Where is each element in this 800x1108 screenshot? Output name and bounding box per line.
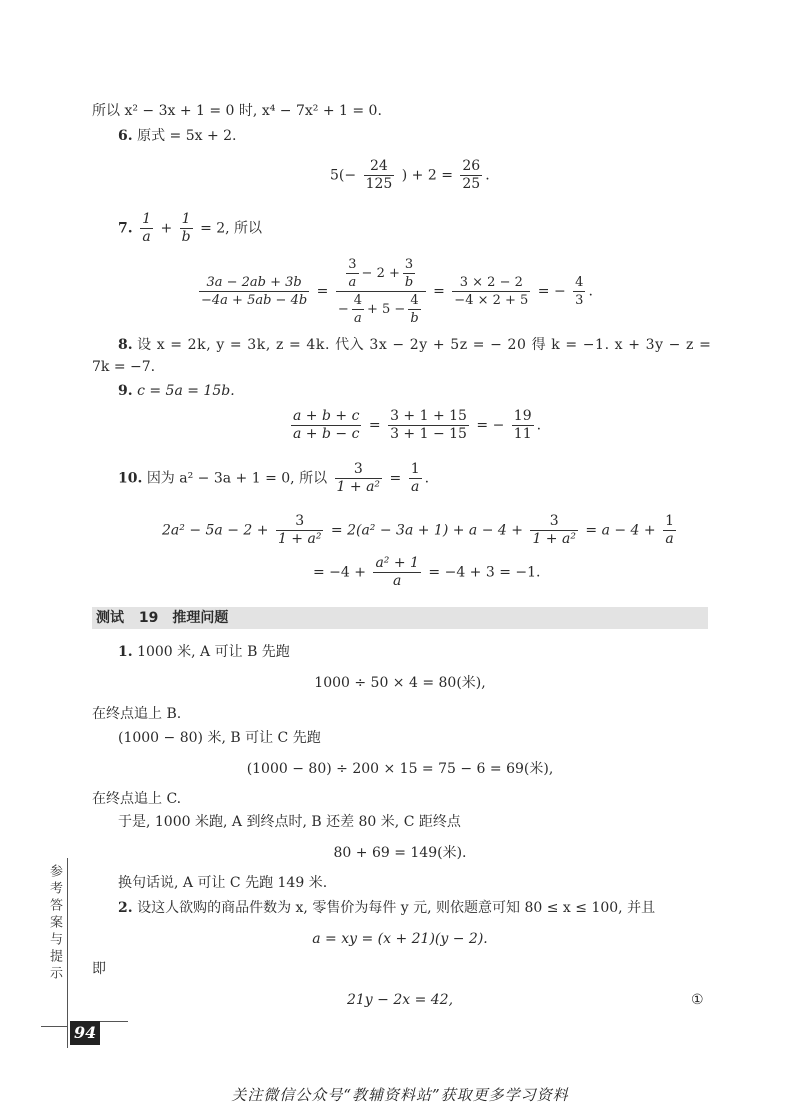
denominator: a bbox=[348, 275, 357, 290]
numerator: 4 bbox=[575, 275, 584, 290]
problem-7 bbox=[118, 211, 262, 246]
eq-part: = a − 4 + bbox=[585, 522, 656, 539]
eq-part: = bbox=[368, 417, 381, 434]
divider bbox=[100, 1021, 128, 1022]
equation: 21y − 2x = 42, bbox=[346, 992, 454, 1008]
fraction bbox=[452, 274, 530, 309]
denominator: a + b − c bbox=[293, 426, 360, 442]
eq-part: 2a² − 5a − 2 + bbox=[162, 522, 269, 539]
numerator: 24 bbox=[364, 158, 395, 176]
numerator: 3 × 2 − 2 bbox=[452, 274, 530, 292]
fraction bbox=[460, 158, 482, 193]
numerator: a + b + c bbox=[293, 408, 360, 424]
eq-part: = bbox=[316, 283, 329, 300]
fraction bbox=[408, 292, 420, 327]
numerator: 1 bbox=[180, 211, 193, 229]
fraction bbox=[403, 256, 415, 291]
problem-text: 1000 米, A 可让 B 先跑 bbox=[137, 644, 290, 660]
numerator: 3a − 2ab + 3b bbox=[199, 274, 309, 292]
numerator: 3 bbox=[403, 256, 415, 274]
page-number: 94 bbox=[74, 1023, 97, 1042]
problem-number: 8. bbox=[118, 337, 133, 353]
equation-10b bbox=[313, 555, 540, 590]
denominator: 3 + 1 − 15 bbox=[390, 426, 467, 442]
problem-number: 2. bbox=[118, 900, 133, 916]
fraction bbox=[512, 408, 534, 443]
numerator: 3 bbox=[530, 513, 578, 531]
denominator: −4 × 2 + 5 bbox=[454, 293, 529, 308]
fraction bbox=[352, 292, 364, 327]
problem-text: c = 5a = 15b. bbox=[137, 383, 235, 399]
equation: 1000 ÷ 50 × 4 = 80(米), bbox=[314, 675, 486, 691]
fraction bbox=[364, 158, 395, 193]
text-line: 于是, 1000 米跑, A 到终点时, B 还差 80 米, C 距终点 bbox=[118, 814, 461, 830]
eq-part: = bbox=[389, 470, 402, 487]
numerator: 3 bbox=[335, 461, 383, 479]
text-line: (1000 − 80) 米, B 可让 C 先跑 bbox=[118, 730, 321, 746]
numerator: 4 bbox=[408, 292, 420, 310]
eq-part: + 5 − bbox=[367, 302, 406, 317]
fraction bbox=[373, 555, 421, 590]
eq-part: ) + 2 = bbox=[401, 167, 453, 184]
equation: a = xy = (x + 21)(y − 2). bbox=[312, 931, 488, 947]
eq-part: = −4 + 3 = −1. bbox=[428, 564, 541, 581]
text-line: 在终点追上 C. bbox=[92, 791, 182, 807]
eq-part: . bbox=[485, 167, 490, 184]
numerator bbox=[336, 256, 426, 292]
divider bbox=[67, 858, 68, 1048]
numerator: 26 bbox=[462, 158, 481, 174]
text-line: 即 bbox=[92, 961, 106, 977]
eq-part: = − bbox=[476, 417, 505, 434]
eq-part: = − bbox=[537, 283, 566, 300]
problem-text: 设 x = 2k, y = 3k, z = 4k. 代入 3x − 2y + 5z = − 20 得 k = −1. x + 3y − z = bbox=[137, 337, 712, 353]
denominator: −4a + 5ab − 4b bbox=[201, 293, 308, 308]
denominator: b bbox=[181, 229, 191, 245]
fraction bbox=[291, 408, 361, 443]
eq-part: = 2, 所以 bbox=[200, 220, 263, 237]
eq-part: − bbox=[337, 302, 349, 317]
eq-part: + bbox=[160, 220, 173, 237]
equation-10a bbox=[162, 513, 679, 548]
eq-part: − 2 + bbox=[361, 266, 400, 281]
equation-7 bbox=[196, 256, 593, 327]
problem-number: 6. bbox=[118, 128, 133, 144]
section-title: 测试 19 推理问题 bbox=[96, 610, 229, 626]
fraction bbox=[140, 211, 153, 246]
question-2 bbox=[118, 899, 655, 917]
text-line: 换句话说, A 可让 C 先跑 149 米. bbox=[118, 875, 328, 891]
denominator: 11 bbox=[513, 426, 532, 442]
eq-part: = 2(a² − 3a + 1) + a − 4 + bbox=[330, 522, 523, 539]
denominator: b bbox=[410, 311, 419, 326]
problem-number: 10. bbox=[118, 470, 143, 487]
problem-number: 1. bbox=[118, 644, 133, 660]
fraction bbox=[388, 408, 469, 443]
eq-part: = bbox=[433, 283, 445, 300]
eq-part: = −4 + bbox=[313, 564, 366, 581]
problem-text: 设这人欲购的商品件数为 x, 零售价为每件 y 元, 则依题意可知 80 ≤ x ≤ 100, 并且 bbox=[137, 900, 656, 916]
problem-6 bbox=[118, 127, 237, 145]
compound-fraction bbox=[336, 256, 426, 327]
denominator: a bbox=[142, 229, 151, 245]
fraction bbox=[663, 513, 676, 548]
problem-8 bbox=[118, 336, 711, 354]
denominator: a bbox=[393, 573, 402, 589]
numerator: 3 + 1 + 15 bbox=[390, 408, 467, 424]
fraction bbox=[346, 256, 358, 291]
text-line: 所以 x² − 3x + 1 = 0 时, x⁴ − 7x² + 1 = 0. bbox=[92, 103, 382, 119]
question-1 bbox=[118, 643, 290, 661]
equation-marker: ① bbox=[691, 992, 704, 1008]
denominator bbox=[336, 292, 426, 327]
problem-text: 因为 a² − 3a + 1 = 0, 所以 bbox=[146, 470, 328, 487]
eq-part: . bbox=[536, 417, 542, 434]
denominator: 3 bbox=[575, 293, 584, 308]
numerator: 3 bbox=[348, 257, 357, 272]
numerator: 1 bbox=[410, 461, 420, 477]
equation: 80 + 69 = 149(米). bbox=[333, 845, 467, 861]
equation: (1000 − 80) ÷ 200 × 15 = 75 − 6 = 69(米), bbox=[246, 761, 554, 777]
eq-part: 5(− bbox=[330, 167, 357, 184]
denominator: 125 bbox=[365, 176, 393, 192]
denominator: a bbox=[665, 531, 674, 547]
equation-9 bbox=[288, 408, 541, 443]
fraction bbox=[530, 513, 578, 548]
fraction bbox=[573, 274, 585, 309]
denominator: 1 + a² bbox=[336, 479, 381, 495]
denominator: a bbox=[410, 479, 420, 495]
fraction bbox=[335, 461, 383, 496]
eq-part: . bbox=[424, 470, 430, 487]
eq-part: . bbox=[588, 283, 593, 300]
problem-text: 原式 = 5x + 2. bbox=[137, 128, 237, 144]
denominator: b bbox=[404, 275, 414, 290]
fraction bbox=[276, 513, 324, 548]
numerator: 3 bbox=[276, 513, 324, 531]
footer-note: 关注微信公众号“教辅资料站”获取更多学习资料 bbox=[231, 1086, 569, 1104]
problem-10 bbox=[118, 461, 429, 496]
denominator: 1 + a² bbox=[277, 531, 322, 547]
side-tab-label: 参考答案与提示 bbox=[47, 864, 62, 983]
problem-9 bbox=[118, 382, 235, 400]
numerator: 19 bbox=[513, 408, 532, 424]
fraction bbox=[199, 274, 309, 309]
text-line: 在终点追上 B. bbox=[92, 706, 182, 722]
denominator: 25 bbox=[462, 176, 481, 192]
numerator: 1 bbox=[665, 513, 675, 529]
text-line: 7k = −7. bbox=[92, 359, 156, 375]
equation-6 bbox=[330, 158, 490, 193]
numerator: a² + 1 bbox=[375, 555, 419, 571]
numerator: 4 bbox=[353, 293, 362, 308]
fraction bbox=[409, 461, 422, 496]
problem-number: 7. bbox=[118, 220, 133, 237]
denominator: 1 + a² bbox=[532, 531, 576, 547]
denominator: a bbox=[353, 311, 362, 326]
numerator: 1 bbox=[142, 211, 151, 227]
problem-number: 9. bbox=[118, 383, 133, 399]
fraction bbox=[180, 211, 193, 246]
